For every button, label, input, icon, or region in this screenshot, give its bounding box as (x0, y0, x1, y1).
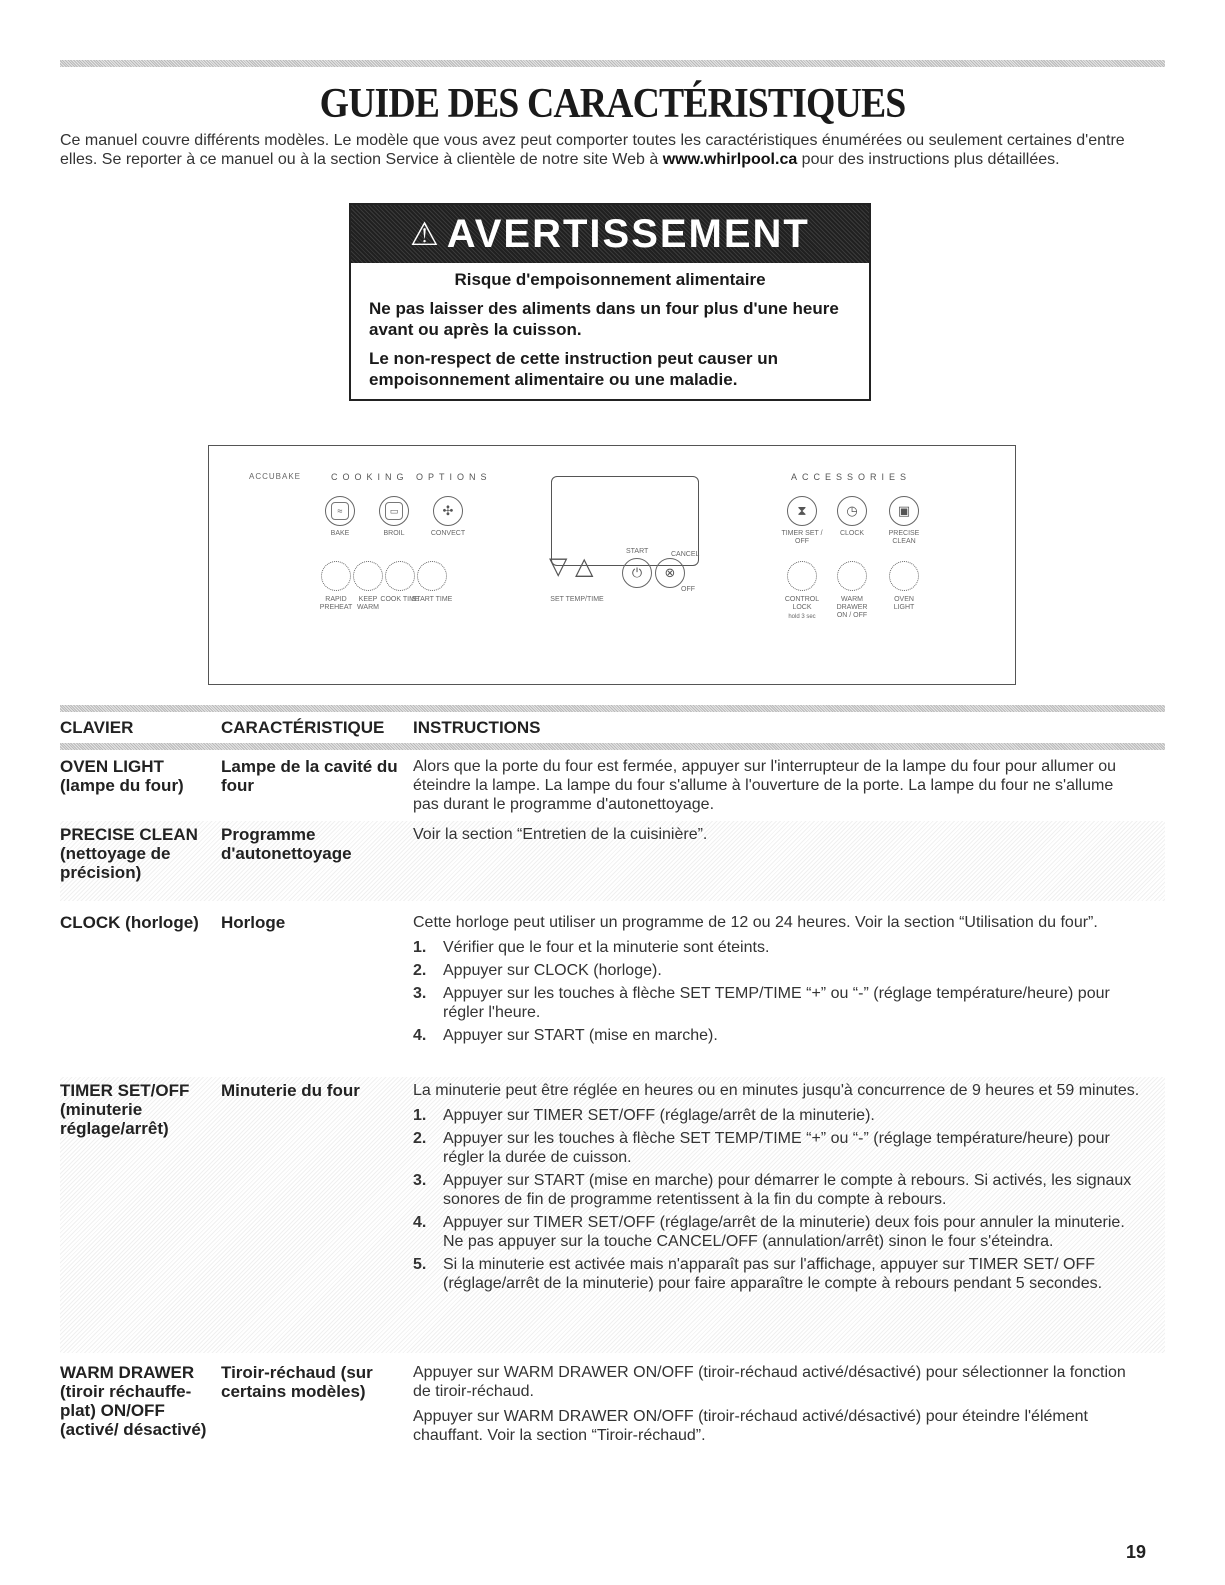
cooking-options-label: COOKING OPTIONS (331, 472, 492, 482)
instructions-timer: La minuterie peut être réglée en heures ou en minutes jusqu'à concurrence de 9 heures et 59 minutes. (413, 1082, 1140, 1099)
bake-label: BAKE (330, 530, 350, 537)
table-top-rule (60, 705, 1165, 712)
broil-label: BROIL (383, 530, 405, 537)
cancel-x-icon: ⊗ (664, 565, 676, 580)
warning-risk: Risque d'empoisonnement alimentaire (454, 270, 766, 289)
warning-consequence: Le non-respect de cette instruction peut causer un empoisonnement alimentaire ou une maladie. (369, 349, 779, 389)
convect-label: CONVECT (430, 530, 466, 537)
clean-icon: ▣ (897, 503, 911, 518)
warning-box (349, 203, 871, 401)
top-rule (60, 60, 1165, 67)
timer-label: TIMER SET / OFF (781, 530, 823, 545)
feature-warm-drawer: Tiroir-réchaud (sur certains modèles) (221, 1363, 373, 1401)
feature-oven-light: Lampe de la cavité du four (221, 757, 398, 795)
list-item: 1. Vérifier que le four et la minuterie sont éteints. (413, 939, 770, 956)
feature-precise-clean: Programme d'autonettoyage (221, 825, 352, 863)
timer-steps (413, 1106, 1143, 1293)
control-lock-label: CONTROL LOCK (784, 596, 820, 611)
list-item: 4. Appuyer sur START (mise en marche). (413, 1027, 718, 1044)
feature-timer: Minuterie du four (221, 1081, 360, 1100)
keep-warm-button[interactable] (353, 561, 383, 591)
header-instructions: INSTRUCTIONS (413, 718, 541, 737)
list-item: 5. Si la minuterie est activée mais n'apparaît pas sur l'affichage, appuyer sur TIMER SET/ OFF (réglage/arrêt de la minuterie) pour faire apparaître le compte à rebours pendant 5 secondes. (413, 1256, 1103, 1292)
control-panel-diagram (208, 445, 1016, 685)
cook-time-label: COOK TIME (380, 596, 420, 603)
fan-icon: ✣ (442, 503, 454, 518)
control-lock-hint: hold 3 sec (788, 614, 816, 620)
warm-drawer-button[interactable] (837, 561, 867, 591)
broil-icon: ▭ (385, 502, 403, 520)
key-precise-clean: PRECISE CLEAN (nettoyage de précision) (60, 825, 198, 882)
cancel-label: CANCEL (671, 551, 700, 558)
table-row-timer (60, 1077, 1165, 1353)
start-label: START (626, 548, 649, 555)
table-row-precise-clean (60, 821, 1165, 901)
website-link[interactable]: www.whirlpool.ca (662, 151, 798, 168)
keep-warm-label: KEEP WARM (357, 596, 379, 611)
list-item: 3. Appuyer sur START (mise en marche) pour démarrer le compte à rebours. Si activés, les signaux sonores de fin de programme retentissent à la fin du compte à rebours. (413, 1172, 1132, 1208)
rapid-preheat-button[interactable] (321, 561, 351, 591)
clock-label: CLOCK (839, 530, 865, 537)
list-item: 2. Appuyer sur CLOCK (horloge). (413, 962, 662, 979)
hourglass-icon: ⧗ (797, 503, 807, 518)
warning-heading: AVERTISSEMENT (446, 212, 810, 256)
convect-button[interactable] (433, 496, 463, 526)
intro-text-end: pour des instructions plus détaillées. (797, 151, 1060, 168)
list-item: 1. Appuyer sur TIMER SET/OFF (réglage/arrêt de la minuterie). (413, 1107, 875, 1124)
instructions-precise-clean: Voir la section “Entretien de la cuisinière”. (413, 826, 708, 843)
control-lock-button[interactable] (787, 561, 817, 591)
key-warm-drawer: WARM DRAWER (tiroir réchauffe-plat) ON/OFF (activé/ désactivé) (60, 1363, 207, 1439)
feature-clock: Horloge (221, 913, 286, 932)
key-clock: CLOCK (horloge) (60, 913, 199, 932)
intro-text: Ce manuel couvre différents modèles. Le modèle que vous avez peut comporter toutes les caractéristiques énumérées ou seulement certaines d'entre elles. Se reporter à ce manuel ou à la section Service à clientèle de notre site Web à (60, 132, 1125, 168)
list-item: 2. Appuyer sur les touches à flèche SET TEMP/TIME “+” ou “-” (réglage température/heure) pour régler la durée de cuisson. (413, 1130, 1110, 1166)
instructions-warm-drawer-2: Appuyer sur WARM DRAWER ON/OFF (tiroir-réchaud activé/désactivé) pour éteindre l'élément chauffant. Voir la section “Tiroir-réchaud”. (413, 1408, 1088, 1444)
temp-up-arrow-icon[interactable]: △ (575, 553, 594, 580)
precise-clean-label: PRECISE CLEAN (888, 530, 920, 545)
oven-light-label: OVEN LIGHT (893, 596, 915, 611)
instructions-oven-light: Alors que la porte du four est fermée, appuyer sur l'interrupteur de la lampe du four pour allumer ou éteindre la lampe. La lampe du four s'allume à l'ouverture de la porte. La lampe du four ne s'allume pas durant le programme d'autonettoyage. (413, 758, 1116, 813)
header-clavier: CLAVIER (60, 718, 134, 737)
instructions-clock: Cette horloge peut utiliser un programme de 12 ou 24 heures. Voir la section “Utilisation du four”. (413, 914, 1098, 931)
off-label: OFF (681, 586, 695, 593)
power-icon: ⏻ (631, 565, 643, 580)
cancel-button[interactable] (655, 558, 685, 588)
clock-button[interactable] (837, 496, 867, 526)
page-title: GUIDE DES CARACTÉRISTIQUES (319, 81, 906, 127)
accubake-logo: ACCUBAKE (249, 472, 302, 481)
warning-header (351, 205, 869, 263)
cook-time-button[interactable] (385, 561, 415, 591)
start-button[interactable] (622, 558, 652, 588)
accessories-label: ACCESSORIES (791, 472, 912, 482)
start-time-button[interactable] (417, 561, 447, 591)
table-row-warm-drawer (60, 1363, 1165, 1483)
header-bottom-rule (60, 743, 1165, 750)
warning-instruction: Ne pas laisser des aliments dans un four plus d'une heure avant ou après la cuisson. (369, 299, 839, 339)
set-temp-time-label: SET TEMP/TIME (550, 596, 604, 603)
clock-icon: ◷ (846, 503, 858, 518)
warm-drawer-label: WARM DRAWER ON / OFF (836, 596, 868, 619)
key-oven-light: OVEN LIGHT (lampe du four) (60, 757, 184, 795)
header-caracteristique: CARACTÉRISTIQUE (221, 718, 385, 737)
bake-button[interactable] (325, 496, 355, 526)
table-row-oven-light (60, 757, 1165, 817)
bake-icon: ≈ (331, 502, 349, 520)
intro-paragraph (60, 131, 1160, 169)
list-item: 4. Appuyer sur TIMER SET/OFF (réglage/arrêt de la minuterie) deux fois pour annuler la minuterie. Ne pas appuyer sur la touche CANCEL/OFF (annulation/arrêt) sinon le four s'éteindra. (413, 1214, 1125, 1250)
precise-clean-button[interactable] (889, 496, 919, 526)
oven-light-button[interactable] (889, 561, 919, 591)
timer-button[interactable] (787, 496, 817, 526)
broil-button[interactable] (379, 496, 409, 526)
clock-steps (413, 938, 1143, 1045)
warning-triangle-icon: ⚠ (410, 216, 441, 252)
instructions-warm-drawer: Appuyer sur WARM DRAWER ON/OFF (tiroir-réchaud activé/désactivé) pour sélectionner la fonction de tiroir-réchaud. (413, 1364, 1126, 1400)
temp-down-arrow-icon[interactable]: ▽ (549, 553, 568, 580)
page-number: 19 (1126, 1542, 1147, 1562)
list-item: 3. Appuyer sur les touches à flèche SET TEMP/TIME “+” ou “-” (réglage température/heure) pour régler l'heure. (413, 985, 1110, 1021)
table-row-clock (60, 913, 1165, 1073)
rapid-preheat-label: RAPID PREHEAT (319, 596, 353, 611)
key-timer: TIMER SET/OFF (minuterie réglage/arrêt) (60, 1081, 190, 1138)
start-time-label: START TIME (411, 596, 453, 603)
